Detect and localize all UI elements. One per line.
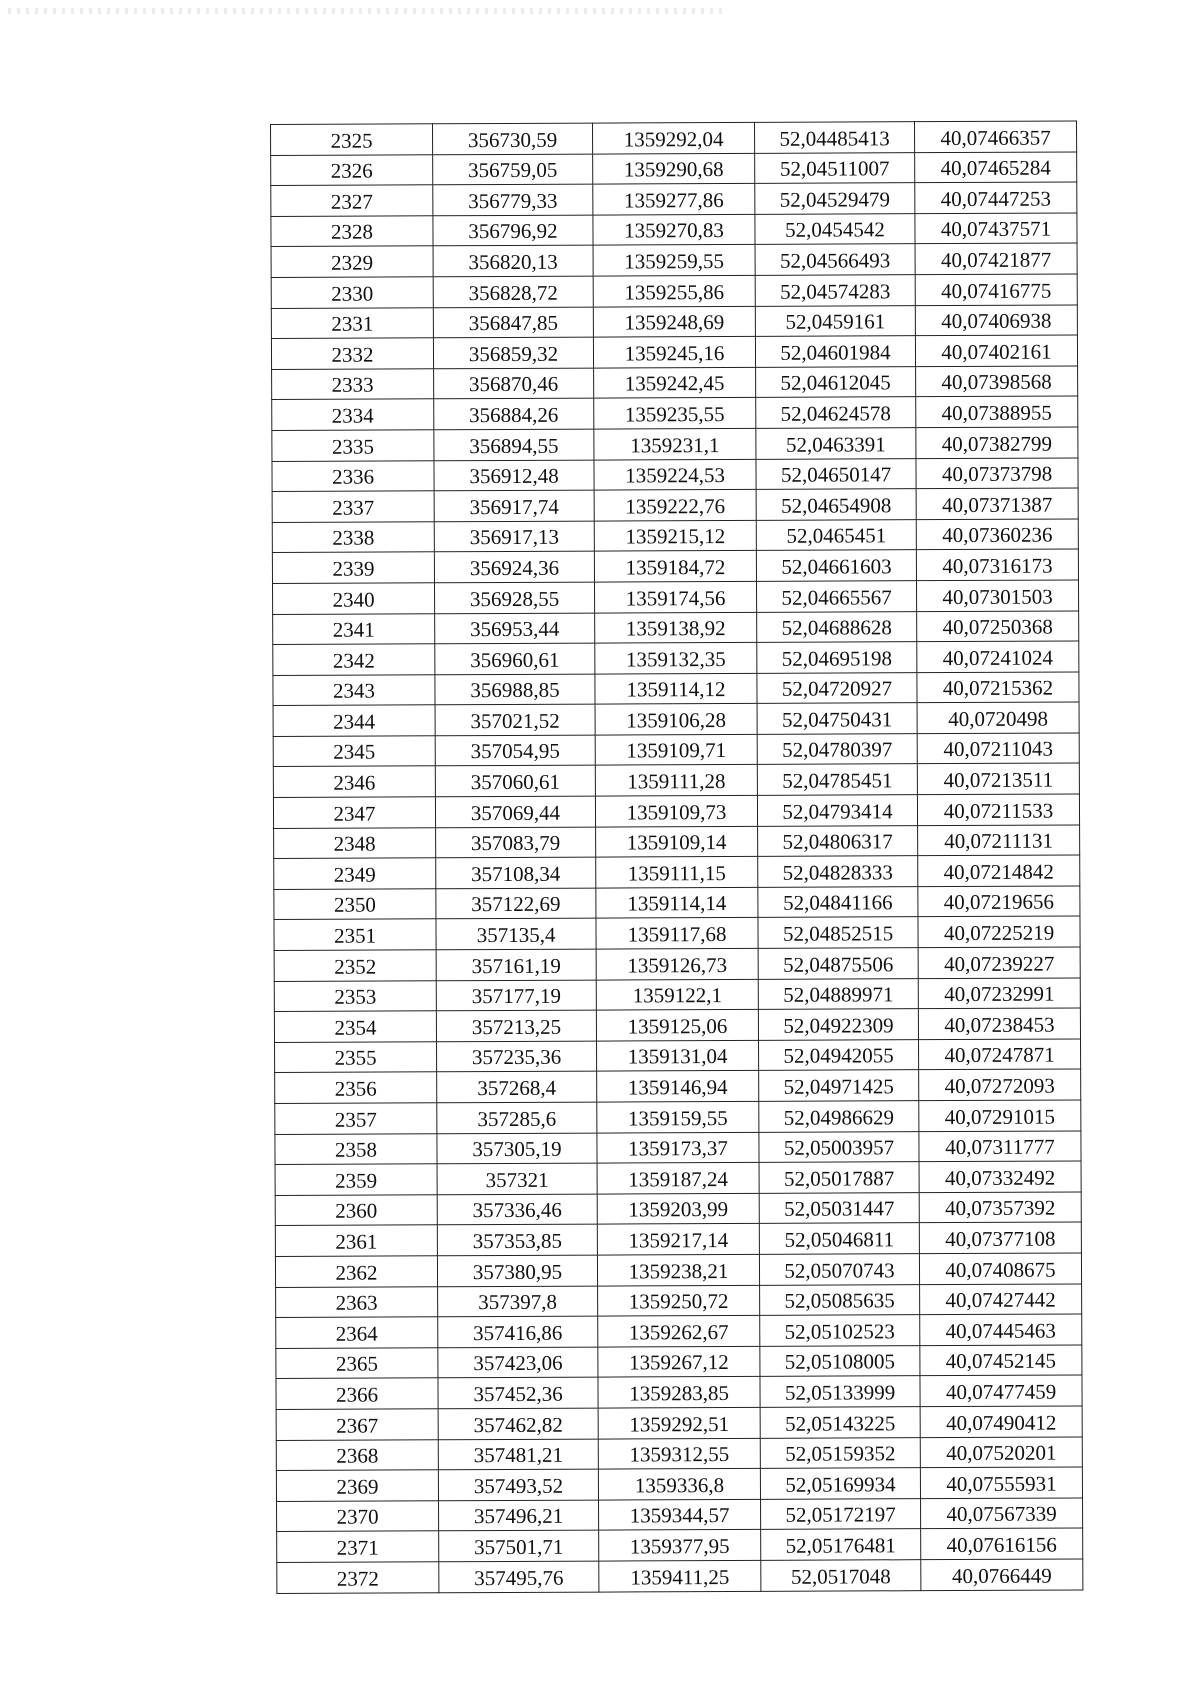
- point-number-cell: 2331: [271, 307, 433, 338]
- latitude-cell: 52,05046811: [759, 1223, 919, 1254]
- longitude-cell: 40,07225219: [918, 916, 1080, 947]
- point-number-cell: 2369: [276, 1470, 438, 1501]
- point-number-cell: 2361: [275, 1225, 437, 1256]
- y-coordinate-cell: 1359255,86: [593, 275, 755, 306]
- point-number-cell: 2345: [273, 736, 435, 767]
- table-row: [272, 519, 1078, 553]
- x-coordinate-cell: 357481,21: [438, 1439, 598, 1470]
- x-coordinate-cell: 356924,36: [434, 551, 594, 582]
- table-row: [275, 1222, 1081, 1256]
- point-number-cell: 2333: [272, 369, 434, 400]
- x-coordinate-cell: 357213,25: [436, 1010, 596, 1041]
- longitude-cell: 40,07213511: [917, 763, 1079, 794]
- scan-header-artifact: [8, 8, 728, 14]
- y-coordinate-cell: 1359248,69: [593, 306, 755, 337]
- x-coordinate-cell: 356884,26: [434, 398, 594, 429]
- point-number-cell: 2349: [274, 858, 436, 889]
- point-number-cell: 2362: [275, 1256, 437, 1287]
- point-number-cell: 2368: [276, 1439, 438, 1470]
- point-number-cell: 2348: [274, 827, 436, 858]
- point-number-cell: 2339: [272, 552, 434, 583]
- table-row: [271, 182, 1077, 216]
- table-row: [271, 335, 1077, 369]
- point-number-cell: 2367: [276, 1409, 438, 1440]
- longitude-cell: 40,07408675: [919, 1253, 1081, 1284]
- point-number-cell: 2330: [271, 277, 433, 308]
- latitude-cell: 52,04780397: [757, 734, 917, 765]
- longitude-cell: 40,07215362: [917, 672, 1079, 703]
- table-row: [276, 1345, 1082, 1379]
- latitude-cell: 52,0465451: [756, 519, 916, 550]
- latitude-cell: 52,05176481: [761, 1529, 921, 1560]
- table-row: [277, 1559, 1083, 1593]
- y-coordinate-cell: 1359122,1: [596, 979, 758, 1010]
- latitude-cell: 52,04971425: [759, 1070, 919, 1101]
- y-coordinate-cell: 1359217,14: [597, 1224, 759, 1255]
- point-number-cell: 2358: [275, 1133, 437, 1164]
- longitude-cell: 40,07437571: [915, 213, 1077, 244]
- y-coordinate-cell: 1359184,72: [594, 551, 756, 582]
- point-number-cell: 2371: [277, 1531, 439, 1562]
- point-number-cell: 2355: [275, 1042, 437, 1073]
- point-number-cell: 2335: [272, 430, 434, 461]
- point-number-cell: 2340: [273, 583, 435, 614]
- x-coordinate-cell: 357177,19: [436, 980, 596, 1011]
- latitude-cell: 52,0517048: [761, 1560, 921, 1591]
- longitude-cell: 40,07452145: [920, 1345, 1082, 1376]
- table-row: [271, 243, 1077, 277]
- latitude-cell: 52,04720927: [757, 672, 917, 703]
- table-row: [273, 733, 1079, 767]
- latitude-cell: 52,0459161: [755, 305, 915, 336]
- y-coordinate-cell: 1359109,73: [595, 795, 757, 826]
- table-row: [275, 1253, 1081, 1287]
- latitude-cell: 52,04574283: [755, 275, 915, 306]
- x-coordinate-cell: 357452,36: [438, 1377, 598, 1408]
- y-coordinate-cell: 1359174,56: [595, 581, 757, 612]
- y-coordinate-cell: 1359173,37: [597, 1132, 759, 1163]
- table-row: [275, 1131, 1081, 1165]
- point-number-cell: 2366: [276, 1378, 438, 1409]
- point-number-cell: 2357: [275, 1103, 437, 1134]
- x-coordinate-cell: 356847,85: [433, 307, 593, 338]
- y-coordinate-cell: 1359242,45: [594, 367, 756, 398]
- longitude-cell: 40,07416775: [915, 274, 1077, 305]
- y-coordinate-cell: 1359187,24: [597, 1163, 759, 1194]
- point-number-cell: 2341: [273, 613, 435, 644]
- latitude-cell: 52,04650147: [756, 458, 916, 489]
- coordinates-table-container: [270, 120, 1082, 1593]
- table-row: [274, 1008, 1080, 1042]
- y-coordinate-cell: 1359259,55: [593, 245, 755, 276]
- x-coordinate-cell: 357423,06: [438, 1347, 598, 1378]
- table-row: [276, 1314, 1082, 1348]
- y-coordinate-cell: 1359290,68: [593, 153, 755, 184]
- longitude-cell: 40,07211533: [917, 794, 1079, 825]
- x-coordinate-cell: 356796,92: [433, 215, 593, 246]
- longitude-cell: 40,07357392: [919, 1192, 1081, 1223]
- y-coordinate-cell: 1359215,12: [594, 520, 756, 551]
- latitude-cell: 52,04511007: [755, 152, 915, 183]
- point-number-cell: 2351: [274, 919, 436, 950]
- y-coordinate-cell: 1359222,76: [594, 490, 756, 521]
- x-coordinate-cell: 357305,19: [437, 1133, 597, 1164]
- longitude-cell: 40,07388955: [916, 396, 1078, 427]
- x-coordinate-cell: 356928,55: [435, 582, 595, 613]
- point-number-cell: 2360: [275, 1195, 437, 1226]
- longitude-cell: 40,07311777: [919, 1131, 1081, 1162]
- table-row: [273, 641, 1079, 675]
- y-coordinate-cell: 1359238,21: [597, 1254, 759, 1285]
- x-coordinate-cell: 357021,52: [435, 704, 595, 735]
- table-row: [274, 886, 1080, 920]
- latitude-cell: 52,04566493: [755, 244, 915, 275]
- longitude-cell: 40,0720498: [917, 702, 1079, 733]
- latitude-cell: 52,05070743: [759, 1254, 919, 1285]
- point-number-cell: 2325: [271, 124, 433, 155]
- table-row: [273, 580, 1079, 614]
- y-coordinate-cell: 1359283,85: [598, 1377, 760, 1408]
- x-coordinate-cell: 357060,61: [435, 766, 595, 797]
- table-row: [277, 1528, 1083, 1562]
- table-row: [273, 610, 1079, 644]
- x-coordinate-cell: 357069,44: [435, 796, 595, 827]
- table-row: [275, 1069, 1081, 1103]
- y-coordinate-cell: 1359224,53: [594, 459, 756, 490]
- x-coordinate-cell: 356870,46: [434, 368, 594, 399]
- coordinates-table-body: [271, 121, 1083, 1593]
- longitude-cell: 40,07421877: [915, 243, 1077, 274]
- table-row: [274, 978, 1080, 1012]
- point-number-cell: 2332: [271, 338, 433, 369]
- y-coordinate-cell: 1359106,28: [595, 704, 757, 735]
- x-coordinate-cell: 357161,19: [436, 949, 596, 980]
- latitude-cell: 52,04806317: [758, 825, 918, 856]
- y-coordinate-cell: 1359344,57: [599, 1499, 761, 1530]
- latitude-cell: 52,04922309: [758, 1009, 918, 1040]
- table-row: [274, 855, 1080, 889]
- table-row: [276, 1467, 1082, 1501]
- y-coordinate-cell: 1359292,51: [598, 1407, 760, 1438]
- y-coordinate-cell: 1359336,8: [598, 1468, 760, 1499]
- longitude-cell: 40,07382799: [916, 427, 1078, 458]
- y-coordinate-cell: 1359277,86: [593, 184, 755, 215]
- point-number-cell: 2344: [273, 705, 435, 736]
- longitude-cell: 40,07301503: [916, 580, 1078, 611]
- x-coordinate-cell: 357501,71: [439, 1530, 599, 1561]
- latitude-cell: 52,04612045: [756, 366, 916, 397]
- x-coordinate-cell: 356953,44: [435, 613, 595, 644]
- longitude-cell: 40,07520201: [920, 1436, 1082, 1467]
- x-coordinate-cell: 356828,72: [433, 276, 593, 307]
- x-coordinate-cell: 357108,34: [436, 857, 596, 888]
- y-coordinate-cell: 1359377,95: [599, 1530, 761, 1561]
- latitude-cell: 52,04828333: [758, 856, 918, 887]
- point-number-cell: 2350: [274, 889, 436, 920]
- x-coordinate-cell: 356960,61: [435, 643, 595, 674]
- latitude-cell: 52,04695198: [757, 642, 917, 673]
- point-number-cell: 2353: [274, 980, 436, 1011]
- latitude-cell: 52,05133999: [760, 1376, 920, 1407]
- x-coordinate-cell: 357496,21: [439, 1500, 599, 1531]
- table-row: [277, 1498, 1083, 1532]
- longitude-cell: 40,07272093: [919, 1069, 1081, 1100]
- point-number-cell: 2337: [272, 491, 434, 522]
- x-coordinate-cell: 356820,13: [433, 245, 593, 276]
- latitude-cell: 52,05102523: [760, 1315, 920, 1346]
- y-coordinate-cell: 1359125,06: [596, 1010, 758, 1041]
- point-number-cell: 2326: [271, 154, 433, 185]
- table-row: [272, 366, 1078, 400]
- y-coordinate-cell: 1359267,12: [598, 1346, 760, 1377]
- x-coordinate-cell: 356912,48: [434, 460, 594, 491]
- latitude-cell: 52,04624578: [756, 397, 916, 428]
- point-number-cell: 2342: [273, 644, 435, 675]
- table-row: [271, 274, 1077, 308]
- longitude-cell: 40,07239227: [918, 947, 1080, 978]
- latitude-cell: 52,05031447: [759, 1192, 919, 1223]
- latitude-cell: 52,04665567: [756, 581, 916, 612]
- x-coordinate-cell: 357336,46: [437, 1194, 597, 1225]
- x-coordinate-cell: 357462,82: [438, 1408, 598, 1439]
- x-coordinate-cell: 356894,55: [434, 429, 594, 460]
- longitude-cell: 40,07219656: [918, 886, 1080, 917]
- table-row: [276, 1375, 1082, 1409]
- y-coordinate-cell: 1359126,73: [596, 948, 758, 979]
- table-row: [276, 1406, 1082, 1440]
- longitude-cell: 40,07477459: [920, 1375, 1082, 1406]
- latitude-cell: 52,04661603: [756, 550, 916, 581]
- x-coordinate-cell: 357416,86: [438, 1316, 598, 1347]
- x-coordinate-cell: 356917,13: [434, 521, 594, 552]
- y-coordinate-cell: 1359114,12: [595, 673, 757, 704]
- y-coordinate-cell: 1359111,15: [596, 857, 758, 888]
- point-number-cell: 2352: [274, 950, 436, 981]
- point-number-cell: 2334: [272, 399, 434, 430]
- point-number-cell: 2372: [277, 1562, 439, 1593]
- y-coordinate-cell: 1359111,28: [595, 765, 757, 796]
- x-coordinate-cell: 357495,76: [439, 1561, 599, 1592]
- y-coordinate-cell: 1359131,04: [597, 1040, 759, 1071]
- point-number-cell: 2338: [272, 522, 434, 553]
- longitude-cell: 40,07247871: [919, 1039, 1081, 1070]
- point-number-cell: 2328: [271, 216, 433, 247]
- latitude-cell: 52,05003957: [759, 1131, 919, 1162]
- x-coordinate-cell: 357235,36: [437, 1041, 597, 1072]
- longitude-cell: 40,07232991: [918, 978, 1080, 1009]
- y-coordinate-cell: 1359231,1: [594, 428, 756, 459]
- y-coordinate-cell: 1359245,16: [593, 337, 755, 368]
- table-row: [271, 213, 1077, 247]
- longitude-cell: 40,07567339: [921, 1498, 1083, 1529]
- x-coordinate-cell: 357135,4: [436, 919, 596, 950]
- longitude-cell: 40,07291015: [919, 1100, 1081, 1131]
- point-number-cell: 2347: [273, 797, 435, 828]
- y-coordinate-cell: 1359250,72: [598, 1285, 760, 1316]
- table-row: [271, 152, 1077, 186]
- table-row: [271, 121, 1077, 155]
- point-number-cell: 2370: [277, 1500, 439, 1531]
- longitude-cell: 40,07616156: [921, 1528, 1083, 1559]
- x-coordinate-cell: 357268,4: [437, 1071, 597, 1102]
- table-row: [272, 488, 1078, 522]
- table-row: [274, 916, 1080, 950]
- longitude-cell: 40,07377108: [919, 1222, 1081, 1253]
- table-row: [271, 305, 1077, 339]
- longitude-cell: 40,07402161: [915, 335, 1077, 366]
- table-row: [276, 1284, 1082, 1318]
- latitude-cell: 52,04485413: [754, 122, 914, 153]
- latitude-cell: 52,04750431: [757, 703, 917, 734]
- y-coordinate-cell: 1359203,99: [597, 1193, 759, 1224]
- x-coordinate-cell: 357353,85: [437, 1224, 597, 1255]
- table-row: [276, 1436, 1082, 1470]
- latitude-cell: 52,05085635: [760, 1284, 920, 1315]
- latitude-cell: 52,04529479: [755, 183, 915, 214]
- y-coordinate-cell: 1359117,68: [596, 918, 758, 949]
- latitude-cell: 52,05017887: [759, 1162, 919, 1193]
- longitude-cell: 40,07238453: [918, 1008, 1080, 1039]
- longitude-cell: 40,07466357: [914, 121, 1076, 152]
- longitude-cell: 40,07250368: [917, 610, 1079, 641]
- latitude-cell: 52,04875506: [758, 948, 918, 979]
- longitude-cell: 40,07241024: [917, 641, 1079, 672]
- table-row: [273, 794, 1079, 828]
- x-coordinate-cell: 356917,74: [434, 490, 594, 521]
- x-coordinate-cell: 357397,8: [438, 1286, 598, 1317]
- table-row: [273, 672, 1079, 706]
- y-coordinate-cell: 1359138,92: [595, 612, 757, 643]
- y-coordinate-cell: 1359270,83: [593, 214, 755, 245]
- table-row: [273, 702, 1079, 736]
- table-row: [272, 427, 1078, 461]
- longitude-cell: 40,07445463: [920, 1314, 1082, 1345]
- table-row: [273, 763, 1079, 797]
- latitude-cell: 52,05159352: [760, 1437, 920, 1468]
- point-number-cell: 2365: [276, 1348, 438, 1379]
- point-number-cell: 2343: [273, 674, 435, 705]
- x-coordinate-cell: 357321: [437, 1163, 597, 1194]
- longitude-cell: 40,0766449: [921, 1559, 1083, 1590]
- latitude-cell: 52,05169934: [760, 1468, 920, 1499]
- latitude-cell: 52,04942055: [759, 1039, 919, 1070]
- latitude-cell: 52,05108005: [760, 1345, 920, 1376]
- x-coordinate-cell: 357285,6: [437, 1102, 597, 1133]
- point-number-cell: 2359: [275, 1164, 437, 1195]
- longitude-cell: 40,07398568: [916, 366, 1078, 397]
- table-row: [275, 1039, 1081, 1073]
- x-coordinate-cell: 356779,33: [433, 184, 593, 215]
- longitude-cell: 40,07555931: [920, 1467, 1082, 1498]
- point-number-cell: 2354: [274, 1011, 436, 1042]
- y-coordinate-cell: 1359262,67: [598, 1316, 760, 1347]
- longitude-cell: 40,07371387: [916, 488, 1078, 519]
- latitude-cell: 52,04601984: [755, 336, 915, 367]
- table-row: [272, 549, 1078, 583]
- x-coordinate-cell: 356859,32: [433, 337, 593, 368]
- longitude-cell: 40,07406938: [915, 305, 1077, 336]
- longitude-cell: 40,07490412: [920, 1406, 1082, 1437]
- x-coordinate-cell: 357493,52: [438, 1469, 598, 1500]
- x-coordinate-cell: 356988,85: [435, 674, 595, 705]
- y-coordinate-cell: 1359146,94: [597, 1071, 759, 1102]
- y-coordinate-cell: 1359411,25: [599, 1560, 761, 1591]
- latitude-cell: 52,04688628: [757, 611, 917, 642]
- coordinates-table: [270, 120, 1083, 1593]
- point-number-cell: 2364: [276, 1317, 438, 1348]
- longitude-cell: 40,07211043: [917, 733, 1079, 764]
- latitude-cell: 52,04852515: [758, 917, 918, 948]
- latitude-cell: 52,04785451: [757, 764, 917, 795]
- y-coordinate-cell: 1359132,35: [595, 642, 757, 673]
- latitude-cell: 52,0454542: [755, 213, 915, 244]
- point-number-cell: 2329: [271, 246, 433, 277]
- longitude-cell: 40,07447253: [915, 182, 1077, 213]
- table-row: [272, 396, 1078, 430]
- latitude-cell: 52,0463391: [756, 428, 916, 459]
- y-coordinate-cell: 1359114,14: [596, 887, 758, 918]
- x-coordinate-cell: 357380,95: [437, 1255, 597, 1286]
- longitude-cell: 40,07360236: [916, 519, 1078, 550]
- point-number-cell: 2356: [275, 1072, 437, 1103]
- table-row: [274, 825, 1080, 859]
- y-coordinate-cell: 1359109,14: [596, 826, 758, 857]
- x-coordinate-cell: 357122,69: [436, 888, 596, 919]
- latitude-cell: 52,04654908: [756, 489, 916, 520]
- x-coordinate-cell: 356759,05: [433, 154, 593, 185]
- table-row: [275, 1192, 1081, 1226]
- table-row: [275, 1161, 1081, 1195]
- x-coordinate-cell: 357083,79: [436, 827, 596, 858]
- y-coordinate-cell: 1359292,04: [592, 122, 754, 153]
- latitude-cell: 52,04841166: [758, 887, 918, 918]
- longitude-cell: 40,07214842: [918, 855, 1080, 886]
- longitude-cell: 40,07373798: [916, 458, 1078, 489]
- latitude-cell: 52,04793414: [757, 795, 917, 826]
- point-number-cell: 2336: [272, 460, 434, 491]
- point-number-cell: 2327: [271, 185, 433, 216]
- longitude-cell: 40,07465284: [915, 152, 1077, 183]
- point-number-cell: 2346: [273, 766, 435, 797]
- y-coordinate-cell: 1359159,55: [597, 1101, 759, 1132]
- table-row: [272, 458, 1078, 492]
- point-number-cell: 2363: [276, 1286, 438, 1317]
- y-coordinate-cell: 1359312,55: [598, 1438, 760, 1469]
- y-coordinate-cell: 1359235,55: [594, 398, 756, 429]
- x-coordinate-cell: 357054,95: [435, 735, 595, 766]
- longitude-cell: 40,07316173: [916, 549, 1078, 580]
- longitude-cell: 40,07332492: [919, 1161, 1081, 1192]
- x-coordinate-cell: 356730,59: [433, 123, 593, 154]
- table-row: [274, 947, 1080, 981]
- longitude-cell: 40,07211131: [918, 825, 1080, 856]
- latitude-cell: 52,05143225: [760, 1407, 920, 1438]
- latitude-cell: 52,05172197: [761, 1498, 921, 1529]
- table-row: [275, 1100, 1081, 1134]
- y-coordinate-cell: 1359109,71: [595, 734, 757, 765]
- longitude-cell: 40,07427442: [920, 1284, 1082, 1315]
- latitude-cell: 52,04889971: [758, 978, 918, 1009]
- latitude-cell: 52,04986629: [759, 1101, 919, 1132]
